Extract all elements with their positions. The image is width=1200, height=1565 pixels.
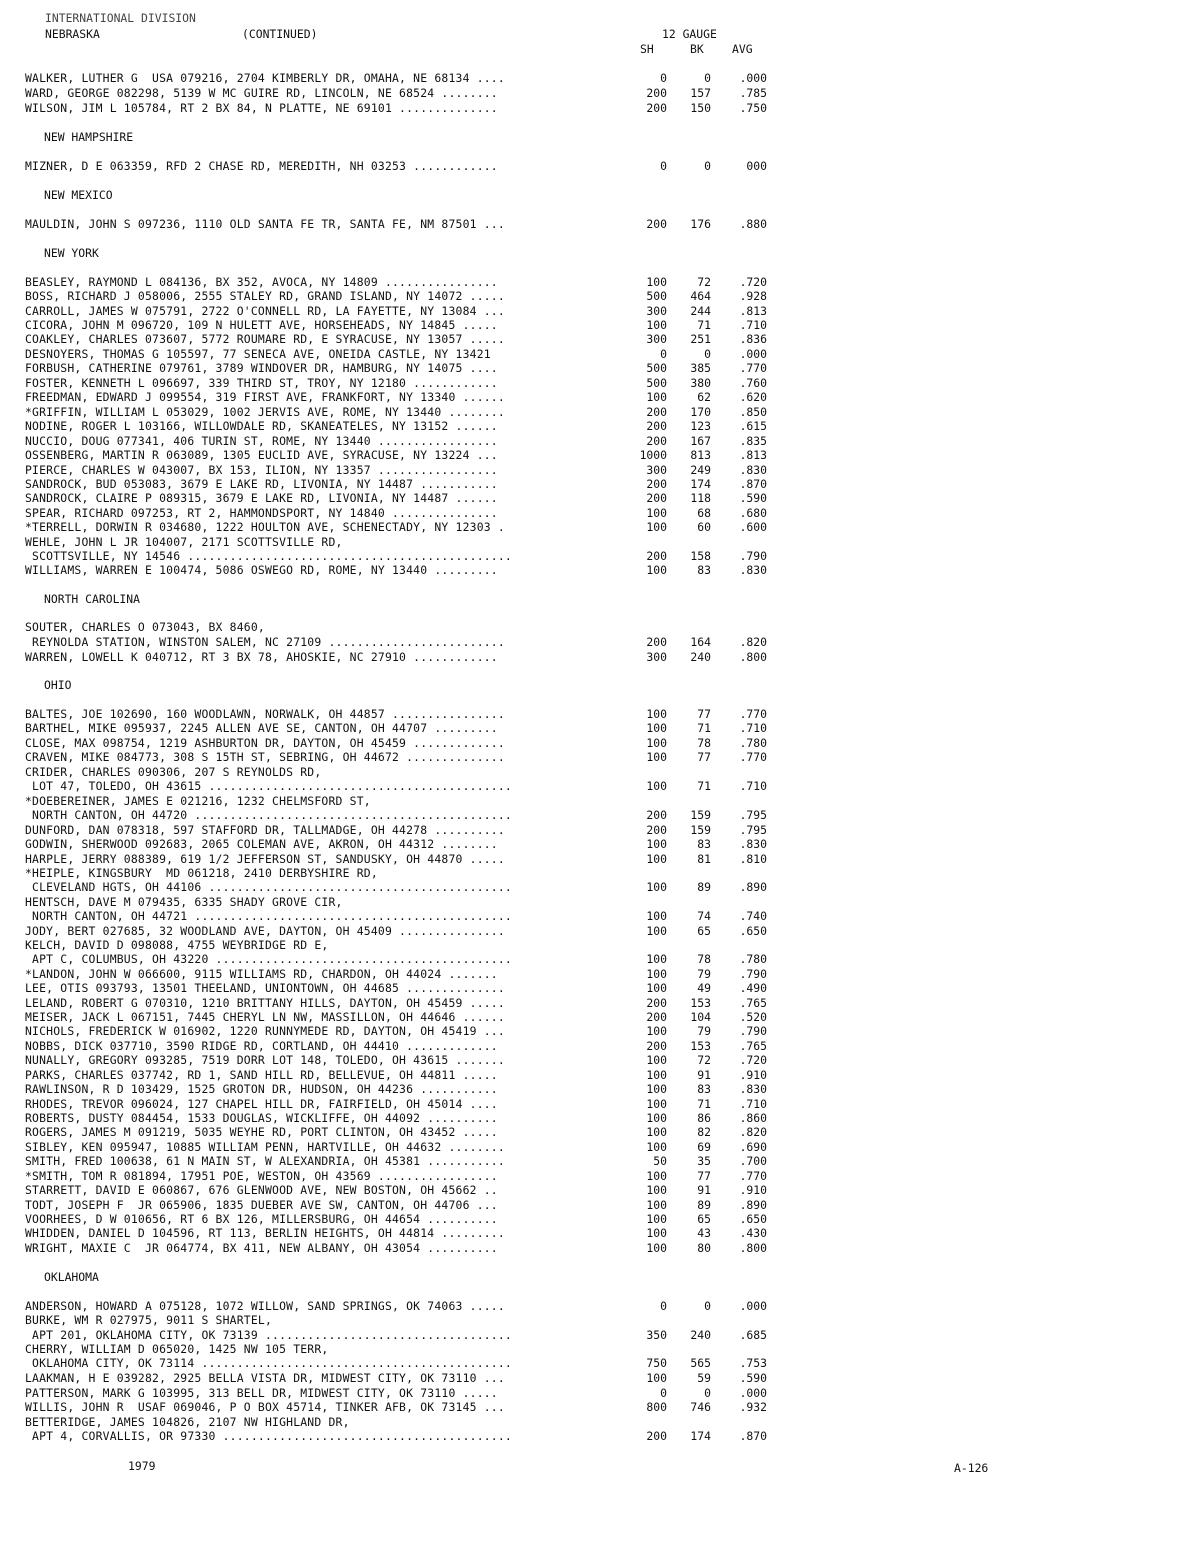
shot-count: 100 bbox=[646, 750, 667, 764]
shot-count: 350 bbox=[646, 1328, 667, 1342]
shot-count: 200 bbox=[646, 1429, 667, 1443]
broken-count: 164 bbox=[690, 635, 711, 649]
state-section-heading: NEW YORK bbox=[44, 246, 99, 260]
shot-count: 200 bbox=[646, 635, 667, 649]
shot-count: 100 bbox=[646, 1024, 667, 1038]
shot-count: 100 bbox=[646, 1111, 667, 1125]
shot-count: 500 bbox=[646, 289, 667, 303]
average-value: .710 bbox=[739, 721, 767, 735]
member-name-address: SCOTTSVILLE, NY 14546 .............................................. bbox=[25, 549, 512, 563]
member-name-address: PATTERSON, MARK G 103995, 313 BELL DR, MIDWEST CITY, OK 73110 ..... bbox=[25, 1386, 498, 1400]
average-value: .685 bbox=[739, 1328, 767, 1342]
member-name-address: WALKER, LUTHER G USA 079216, 2704 KIMBERLY DR, OMAHA, NE 68134 .... bbox=[25, 71, 505, 85]
broken-count: 59 bbox=[697, 1371, 711, 1385]
broken-count: 89 bbox=[697, 880, 711, 894]
shot-count: 100 bbox=[646, 967, 667, 981]
member-name-address: APT C, COLUMBUS, OH 43220 .......................................... bbox=[25, 952, 512, 966]
average-value: .770 bbox=[739, 361, 767, 375]
member-name-address: CLOSE, MAX 098754, 1219 ASHBURTON DR, DAYTON, OH 45459 ............. bbox=[25, 736, 505, 750]
column-header-sh: SH bbox=[640, 42, 654, 56]
shot-count: 200 bbox=[646, 1039, 667, 1053]
average-value: .650 bbox=[739, 1212, 767, 1226]
average-value: .932 bbox=[739, 1400, 767, 1414]
average-value: .490 bbox=[739, 981, 767, 995]
broken-count: 77 bbox=[697, 750, 711, 764]
average-value: .780 bbox=[739, 952, 767, 966]
broken-count: 174 bbox=[690, 477, 711, 491]
member-name-address: REYNOLDA STATION, WINSTON SALEM, NC 27109 ......................... bbox=[25, 635, 505, 649]
broken-count: 0 bbox=[704, 347, 711, 361]
broken-count: 86 bbox=[697, 1111, 711, 1125]
member-name-address: WILLIAMS, WARREN E 100474, 5086 OSWEGO RD, ROME, NY 13440 ......... bbox=[25, 563, 498, 577]
broken-count: 83 bbox=[697, 563, 711, 577]
broken-count: 71 bbox=[697, 318, 711, 332]
average-value: .000 bbox=[739, 71, 767, 85]
broken-count: 174 bbox=[690, 1429, 711, 1443]
broken-count: 72 bbox=[697, 275, 711, 289]
shot-count: 0 bbox=[660, 1386, 667, 1400]
member-name-address: CARROLL, JAMES W 075791, 2722 O'CONNELL RD, LA FAYETTE, NY 13084 ... bbox=[25, 304, 505, 318]
shot-count: 200 bbox=[646, 823, 667, 837]
member-name-address: WARD, GEORGE 082298, 5139 W MC GUIRE RD, LINCOLN, NE 68524 ........ bbox=[25, 86, 498, 100]
average-value: .830 bbox=[739, 463, 767, 477]
broken-count: 158 bbox=[690, 549, 711, 563]
state-section-heading: OKLAHOMA bbox=[44, 1270, 99, 1284]
member-name-address: WRIGHT, MAXIE C JR 064774, BX 411, NEW ALBANY, OH 43054 .......... bbox=[25, 1241, 498, 1255]
member-name-address: HARPLE, JERRY 088389, 619 1/2 JEFFERSON ST, SANDUSKY, OH 44870 ..... bbox=[25, 852, 505, 866]
broken-count: 385 bbox=[690, 361, 711, 375]
average-value: .600 bbox=[739, 520, 767, 534]
shot-count: 100 bbox=[646, 736, 667, 750]
shot-count: 100 bbox=[646, 1371, 667, 1385]
shot-count: 1000 bbox=[639, 448, 667, 462]
shot-count: 100 bbox=[646, 1068, 667, 1082]
shot-count: 100 bbox=[646, 1212, 667, 1226]
member-name-address: *LANDON, JOHN W 066600, 9115 WILLIAMS RD, CHARDON, OH 44024 ....... bbox=[25, 967, 498, 981]
broken-count: 123 bbox=[690, 419, 711, 433]
broken-count: 240 bbox=[690, 650, 711, 664]
state-section-heading: NEW HAMPSHIRE bbox=[44, 130, 134, 144]
average-value: .835 bbox=[739, 434, 767, 448]
average-value: .850 bbox=[739, 405, 767, 419]
shot-count: 200 bbox=[646, 491, 667, 505]
member-name-address: CLEVELAND HGTS, OH 44106 ........................................... bbox=[25, 880, 512, 894]
member-name-address: FREEDMAN, EDWARD J 099554, 319 FIRST AVE, FRANKFORT, NY 13340 ...... bbox=[25, 390, 505, 404]
member-name-address: GODWIN, SHERWOOD 092683, 2065 COLEMAN AVE, AKRON, OH 44312 ........ bbox=[25, 837, 498, 851]
average-value: .870 bbox=[739, 477, 767, 491]
continued-label: (CONTINUED) bbox=[242, 27, 318, 41]
member-name-address: ROBERTS, DUSTY 084454, 1533 DOUGLAS, WICKLIFFE, OH 44092 .......... bbox=[25, 1111, 498, 1125]
shot-count: 100 bbox=[646, 721, 667, 735]
member-name-address: TODT, JOSEPH F JR 065906, 1835 DUEBER AVE SW, CANTON, OH 44706 ... bbox=[25, 1198, 498, 1212]
broken-count: 77 bbox=[697, 1169, 711, 1183]
member-name-address: CRIDER, CHARLES 090306, 207 S REYNOLDS RD, bbox=[25, 765, 322, 779]
average-value: .000 bbox=[739, 347, 767, 361]
average-value: .813 bbox=[739, 304, 767, 318]
member-name-address: NODINE, ROGER L 103166, WILLOWDALE RD, SKANEATELES, NY 13152 ...... bbox=[25, 419, 498, 433]
member-name-address: ROGERS, JAMES M 091219, 5035 WEYHE RD, PORT CLINTON, OH 43452 ..... bbox=[25, 1125, 498, 1139]
broken-count: 167 bbox=[690, 434, 711, 448]
average-value: .820 bbox=[739, 1125, 767, 1139]
member-name-address: SPEAR, RICHARD 097253, RT 2, HAMMONDSPORT, NY 14840 ............... bbox=[25, 506, 498, 520]
shot-count: 100 bbox=[646, 909, 667, 923]
shot-count: 100 bbox=[646, 1140, 667, 1154]
member-name-address: SMITH, FRED 100638, 61 N MAIN ST, W ALEXANDRIA, OH 45381 ........... bbox=[25, 1154, 505, 1168]
average-value: .785 bbox=[739, 86, 767, 100]
average-value: .690 bbox=[739, 1140, 767, 1154]
broken-count: 0 bbox=[704, 159, 711, 173]
shot-count: 100 bbox=[646, 275, 667, 289]
broken-count: 49 bbox=[697, 981, 711, 995]
shot-count: 300 bbox=[646, 304, 667, 318]
broken-count: 43 bbox=[697, 1226, 711, 1240]
average-value: .000 bbox=[739, 1299, 767, 1313]
average-value: .870 bbox=[739, 1429, 767, 1443]
broken-count: 150 bbox=[690, 101, 711, 115]
member-name-address: *SMITH, TOM R 081894, 17951 POE, WESTON, OH 43569 ................. bbox=[25, 1169, 498, 1183]
broken-count: 153 bbox=[690, 996, 711, 1010]
shot-count: 100 bbox=[646, 1125, 667, 1139]
broken-count: 77 bbox=[697, 707, 711, 721]
member-name-address: *HEIPLE, KINGSBURY MD 061218, 2410 DERBYSHIRE RD, bbox=[25, 866, 378, 880]
member-name-address: OKLAHOMA CITY, OK 73114 ............................................ bbox=[25, 1356, 512, 1370]
broken-count: 159 bbox=[690, 823, 711, 837]
average-value: .910 bbox=[739, 1183, 767, 1197]
member-name-address: WEHLE, JOHN L JR 104007, 2171 SCOTTSVILLE RD, bbox=[25, 535, 343, 549]
broken-count: 380 bbox=[690, 376, 711, 390]
member-name-address: NORTH CANTON, OH 44721 ............................................. bbox=[25, 909, 512, 923]
broken-count: 79 bbox=[697, 1024, 711, 1038]
broken-count: 78 bbox=[697, 952, 711, 966]
gauge-label: 12 GAUGE bbox=[662, 27, 717, 41]
broken-count: 79 bbox=[697, 967, 711, 981]
member-name-address: SIBLEY, KEN 095947, 10885 WILLIAM PENN, HARTVILLE, OH 44632 ........ bbox=[25, 1140, 505, 1154]
member-name-address: WILLIS, JOHN R USAF 069046, P O BOX 45714, TINKER AFB, OK 73145 ... bbox=[25, 1400, 505, 1414]
broken-count: 83 bbox=[697, 1082, 711, 1096]
broken-count: 176 bbox=[690, 217, 711, 231]
broken-count: 0 bbox=[704, 1386, 711, 1400]
broken-count: 68 bbox=[697, 506, 711, 520]
broken-count: 71 bbox=[697, 779, 711, 793]
shot-count: 100 bbox=[646, 707, 667, 721]
shot-count: 100 bbox=[646, 1241, 667, 1255]
member-name-address: CICORA, JOHN M 096720, 109 N HULETT AVE, HORSEHEADS, NY 14845 ..... bbox=[25, 318, 498, 332]
average-value: .770 bbox=[739, 750, 767, 764]
broken-count: 78 bbox=[697, 736, 711, 750]
average-value: .753 bbox=[739, 1356, 767, 1370]
broken-count: 251 bbox=[690, 332, 711, 346]
member-name-address: *TERRELL, DORWIN R 034680, 1222 HOULTON AVE, SCHENECTADY, NY 12303 . bbox=[25, 520, 505, 534]
average-value: .710 bbox=[739, 779, 767, 793]
shot-count: 300 bbox=[646, 650, 667, 664]
shot-count: 200 bbox=[646, 996, 667, 1010]
shot-count: 100 bbox=[646, 880, 667, 894]
average-value: .780 bbox=[739, 736, 767, 750]
member-name-address: BETTERIDGE, JAMES 104826, 2107 NW HIGHLAND DR, bbox=[25, 1415, 350, 1429]
member-name-address: OSSENBERG, MARTIN R 063089, 1305 EUCLID AVE, SYRACUSE, NY 13224 ... bbox=[25, 448, 498, 462]
member-name-address: JODY, BERT 027685, 32 WOODLAND AVE, DAYTON, OH 45409 ............... bbox=[25, 924, 505, 938]
member-name-address: NUCCIO, DOUG 077341, 406 TURIN ST, ROME, NY 13440 ................. bbox=[25, 434, 498, 448]
shot-count: 100 bbox=[646, 837, 667, 851]
average-value: .790 bbox=[739, 967, 767, 981]
member-name-address: MEISER, JACK L 067151, 7445 CHERYL LN NW, MASSILLON, OH 44646 ...... bbox=[25, 1010, 505, 1024]
average-value: .890 bbox=[739, 880, 767, 894]
column-header-avg: AVG bbox=[732, 42, 753, 56]
broken-count: 71 bbox=[697, 721, 711, 735]
member-name-address: *DOEBEREINER, JAMES E 021216, 1232 CHELMSFORD ST, bbox=[25, 794, 371, 808]
shot-count: 200 bbox=[646, 549, 667, 563]
shot-count: 200 bbox=[646, 217, 667, 231]
average-value: .790 bbox=[739, 1024, 767, 1038]
shot-count: 200 bbox=[646, 419, 667, 433]
shot-count: 0 bbox=[660, 71, 667, 85]
shot-count: 100 bbox=[646, 1082, 667, 1096]
state-title: NEBRASKA bbox=[45, 27, 100, 41]
broken-count: 89 bbox=[697, 1198, 711, 1212]
member-name-address: PIERCE, CHARLES W 043007, BX 153, ILION, NY 13357 ................. bbox=[25, 463, 498, 477]
average-value: .720 bbox=[739, 275, 767, 289]
shot-count: 100 bbox=[646, 506, 667, 520]
broken-count: 0 bbox=[704, 1299, 711, 1313]
average-value: 000 bbox=[746, 159, 767, 173]
shot-count: 100 bbox=[646, 852, 667, 866]
member-name-address: FORBUSH, CATHERINE 079761, 3789 WINDOVER DR, HAMBURG, NY 14075 .... bbox=[25, 361, 498, 375]
broken-count: 35 bbox=[697, 1154, 711, 1168]
shot-count: 100 bbox=[646, 779, 667, 793]
average-value: .710 bbox=[739, 1097, 767, 1111]
broken-count: 91 bbox=[697, 1183, 711, 1197]
broken-count: 74 bbox=[697, 909, 711, 923]
average-value: .650 bbox=[739, 924, 767, 938]
shot-count: 100 bbox=[646, 981, 667, 995]
member-name-address: APT 4, CORVALLIS, OR 97330 ......................................... bbox=[25, 1429, 512, 1443]
broken-count: 746 bbox=[690, 1400, 711, 1414]
average-value: .770 bbox=[739, 1169, 767, 1183]
broken-count: 240 bbox=[690, 1328, 711, 1342]
average-value: .430 bbox=[739, 1226, 767, 1240]
broken-count: 82 bbox=[697, 1125, 711, 1139]
shot-count: 100 bbox=[646, 1183, 667, 1197]
state-section-heading: OHIO bbox=[44, 678, 72, 692]
average-value: .928 bbox=[739, 289, 767, 303]
average-value: .740 bbox=[739, 909, 767, 923]
average-value: .810 bbox=[739, 852, 767, 866]
member-name-address: NOBBS, DICK 037710, 3590 RIDGE RD, CORTLAND, OH 44410 ............. bbox=[25, 1039, 498, 1053]
broken-count: 249 bbox=[690, 463, 711, 477]
member-name-address: RAWLINSON, R D 103429, 1525 GROTON DR, HUDSON, OH 44236 ........... bbox=[25, 1082, 498, 1096]
shot-count: 0 bbox=[660, 347, 667, 361]
broken-count: 170 bbox=[690, 405, 711, 419]
average-value: .860 bbox=[739, 1111, 767, 1125]
shot-count: 200 bbox=[646, 434, 667, 448]
shot-count: 500 bbox=[646, 376, 667, 390]
footer-year: 1979 bbox=[128, 1459, 156, 1473]
member-name-address: STARRETT, DAVID E 060867, 676 GLENWOOD AVE, NEW BOSTON, OH 45662 .. bbox=[25, 1183, 498, 1197]
member-name-address: FOSTER, KENNETH L 096697, 339 THIRD ST, TROY, NY 12180 ............ bbox=[25, 376, 498, 390]
member-name-address: NORTH CANTON, OH 44720 ............................................. bbox=[25, 808, 512, 822]
broken-count: 80 bbox=[697, 1241, 711, 1255]
average-value: .765 bbox=[739, 1039, 767, 1053]
state-section-heading: NEW MEXICO bbox=[44, 188, 113, 202]
broken-count: 0 bbox=[704, 71, 711, 85]
member-name-address: NICHOLS, FREDERICK W 016902, 1220 RUNNYMEDE RD, DAYTON, OH 45419 ... bbox=[25, 1024, 505, 1038]
member-name-address: BEASLEY, RAYMOND L 084136, BX 352, AVOCA, NY 14809 ................ bbox=[25, 275, 498, 289]
member-name-address: BOSS, RICHARD J 058006, 2555 STALEY RD, GRAND ISLAND, NY 14072 ..... bbox=[25, 289, 505, 303]
column-header-bk: BK bbox=[690, 42, 704, 56]
average-value: .795 bbox=[739, 823, 767, 837]
shot-count: 200 bbox=[646, 1010, 667, 1024]
shot-count: 100 bbox=[646, 924, 667, 938]
average-value: .720 bbox=[739, 1053, 767, 1067]
member-name-address: APT 201, OKLAHOMA CITY, OK 73139 ................................... bbox=[25, 1328, 512, 1342]
member-name-address: COAKLEY, CHARLES 073607, 5772 ROUMARE RD, E SYRACUSE, NY 13057 ..... bbox=[25, 332, 505, 346]
shot-count: 0 bbox=[660, 1299, 667, 1313]
shot-count: 50 bbox=[653, 1154, 667, 1168]
average-value: .590 bbox=[739, 491, 767, 505]
footer-page-number: A-126 bbox=[954, 1461, 989, 1475]
average-value: .770 bbox=[739, 707, 767, 721]
average-value: .590 bbox=[739, 1371, 767, 1385]
average-value: .830 bbox=[739, 563, 767, 577]
member-name-address: LOT 47, TOLEDO, OH 43615 ........................................... bbox=[25, 779, 512, 793]
average-value: .790 bbox=[739, 549, 767, 563]
average-value: .765 bbox=[739, 996, 767, 1010]
broken-count: 244 bbox=[690, 304, 711, 318]
average-value: .820 bbox=[739, 635, 767, 649]
member-name-address: RHODES, TREVOR 096024, 127 CHAPEL HILL DR, FAIRFIELD, OH 45014 .... bbox=[25, 1097, 498, 1111]
member-name-address: CHERRY, WILLIAM D 065020, 1425 NW 105 TERR, bbox=[25, 1342, 329, 1356]
average-value: .830 bbox=[739, 1082, 767, 1096]
average-value: .795 bbox=[739, 808, 767, 822]
state-section-heading: NORTH CAROLINA bbox=[44, 592, 141, 606]
member-name-address: LEE, OTIS 093793, 13501 THEELAND, UNIONTOWN, OH 44685 .............. bbox=[25, 981, 505, 995]
broken-count: 81 bbox=[697, 852, 711, 866]
member-name-address: MIZNER, D E 063359, RFD 2 CHASE RD, MEREDITH, NH 03253 ............ bbox=[25, 159, 498, 173]
average-value: .800 bbox=[739, 1241, 767, 1255]
average-value: .620 bbox=[739, 390, 767, 404]
member-name-address: SANDROCK, BUD 053083, 3679 E LAKE RD, LIVONIA, NY 14487 ........... bbox=[25, 477, 498, 491]
shot-count: 750 bbox=[646, 1356, 667, 1370]
shot-count: 200 bbox=[646, 405, 667, 419]
broken-count: 69 bbox=[697, 1140, 711, 1154]
shot-count: 0 bbox=[660, 159, 667, 173]
shot-count: 100 bbox=[646, 318, 667, 332]
member-name-address: CRAVEN, MIKE 084773, 308 S 15TH ST, SEBRING, OH 44672 .............. bbox=[25, 750, 505, 764]
member-name-address: ANDERSON, HOWARD A 075128, 1072 WILLOW, SAND SPRINGS, OK 74063 ..... bbox=[25, 1299, 505, 1313]
broken-count: 565 bbox=[690, 1356, 711, 1370]
average-value: .615 bbox=[739, 419, 767, 433]
shot-count: 100 bbox=[646, 520, 667, 534]
average-value: .520 bbox=[739, 1010, 767, 1024]
average-value: .750 bbox=[739, 101, 767, 115]
broken-count: 65 bbox=[697, 1212, 711, 1226]
member-name-address: BALTES, JOE 102690, 160 WOODLAWN, NORWALK, OH 44857 ................ bbox=[25, 707, 505, 721]
member-name-address: SOUTER, CHARLES O 073043, BX 8460, bbox=[25, 620, 265, 634]
broken-count: 464 bbox=[690, 289, 711, 303]
member-name-address: VOORHEES, D W 010656, RT 6 BX 126, MILLERSBURG, OH 44654 .......... bbox=[25, 1212, 498, 1226]
member-name-address: PARKS, CHARLES 037742, RD 1, SAND HILL RD, BELLEVUE, OH 44811 ..... bbox=[25, 1068, 498, 1082]
shot-count: 100 bbox=[646, 1198, 667, 1212]
broken-count: 153 bbox=[690, 1039, 711, 1053]
shot-count: 100 bbox=[646, 952, 667, 966]
average-value: .760 bbox=[739, 376, 767, 390]
member-name-address: WILSON, JIM L 105784, RT 2 BX 84, N PLATTE, NE 69101 .............. bbox=[25, 101, 498, 115]
member-name-address: LAAKMAN, H E 039282, 2925 BELLA VISTA DR, MIDWEST CITY, OK 73110 ... bbox=[25, 1371, 505, 1385]
member-name-address: SANDROCK, CLAIRE P 089315, 3679 E LAKE RD, LIVONIA, NY 14487 ...... bbox=[25, 491, 498, 505]
average-value: .710 bbox=[739, 318, 767, 332]
broken-count: 813 bbox=[690, 448, 711, 462]
broken-count: 159 bbox=[690, 808, 711, 822]
member-name-address: NUNALLY, GREGORY 093285, 7519 DORR LOT 148, TOLEDO, OH 43615 ....... bbox=[25, 1053, 505, 1067]
average-value: .800 bbox=[739, 650, 767, 664]
shot-count: 200 bbox=[646, 86, 667, 100]
shot-count: 100 bbox=[646, 1169, 667, 1183]
shot-count: 200 bbox=[646, 477, 667, 491]
shot-count: 100 bbox=[646, 1097, 667, 1111]
average-value: .700 bbox=[739, 1154, 767, 1168]
shot-count: 100 bbox=[646, 390, 667, 404]
member-name-address: WHIDDEN, DANIEL D 104596, RT 113, BERLIN HEIGHTS, OH 44814 ......... bbox=[25, 1226, 505, 1240]
member-name-address: KELCH, DAVID D 098088, 4755 WEYBRIDGE RD E, bbox=[25, 938, 329, 952]
shot-count: 800 bbox=[646, 1400, 667, 1414]
member-name-address: WARREN, LOWELL K 040712, RT 3 BX 78, AHOSKIE, NC 27910 ............ bbox=[25, 650, 498, 664]
broken-count: 60 bbox=[697, 520, 711, 534]
broken-count: 104 bbox=[690, 1010, 711, 1024]
shot-count: 300 bbox=[646, 463, 667, 477]
average-value: .000 bbox=[739, 1386, 767, 1400]
average-value: .680 bbox=[739, 506, 767, 520]
member-name-address: DESNOYERS, THOMAS G 105597, 77 SENECA AVE, ONEIDA CASTLE, NY 13421 bbox=[25, 347, 491, 361]
average-value: .813 bbox=[739, 448, 767, 462]
broken-count: 62 bbox=[697, 390, 711, 404]
broken-count: 83 bbox=[697, 837, 711, 851]
broken-count: 118 bbox=[690, 491, 711, 505]
average-value: .830 bbox=[739, 837, 767, 851]
average-value: .910 bbox=[739, 1068, 767, 1082]
shot-count: 100 bbox=[646, 563, 667, 577]
member-name-address: HENTSCH, DAVE M 079435, 6335 SHADY GROVE CIR, bbox=[25, 895, 343, 909]
shot-count: 100 bbox=[646, 1053, 667, 1067]
broken-count: 157 bbox=[690, 86, 711, 100]
shot-count: 500 bbox=[646, 361, 667, 375]
broken-count: 72 bbox=[697, 1053, 711, 1067]
average-value: .880 bbox=[739, 217, 767, 231]
division-title: INTERNATIONAL DIVISION bbox=[45, 11, 196, 25]
shot-count: 200 bbox=[646, 101, 667, 115]
member-name-address: DUNFORD, DAN 078318, 597 STAFFORD DR, TALLMADGE, OH 44278 .......... bbox=[25, 823, 505, 837]
member-name-address: BARTHEL, MIKE 095937, 2245 ALLEN AVE SE, CANTON, OH 44707 ......... bbox=[25, 721, 498, 735]
broken-count: 91 bbox=[697, 1068, 711, 1082]
shot-count: 100 bbox=[646, 1226, 667, 1240]
shot-count: 200 bbox=[646, 808, 667, 822]
broken-count: 71 bbox=[697, 1097, 711, 1111]
member-name-address: *GRIFFIN, WILLIAM L 053029, 1002 JERVIS AVE, ROME, NY 13440 ........ bbox=[25, 405, 505, 419]
member-name-address: LELAND, ROBERT G 070310, 1210 BRITTANY HILLS, DAYTON, OH 45459 ..... bbox=[25, 996, 505, 1010]
shot-count: 300 bbox=[646, 332, 667, 346]
broken-count: 65 bbox=[697, 924, 711, 938]
member-name-address: BURKE, WM R 027975, 9011 S SHARTEL, bbox=[25, 1313, 273, 1327]
member-name-address: MAULDIN, JOHN S 097236, 1110 OLD SANTA FE TR, SANTA FE, NM 87501 ... bbox=[25, 217, 505, 231]
average-value: .890 bbox=[739, 1198, 767, 1212]
average-value: .836 bbox=[739, 332, 767, 346]
